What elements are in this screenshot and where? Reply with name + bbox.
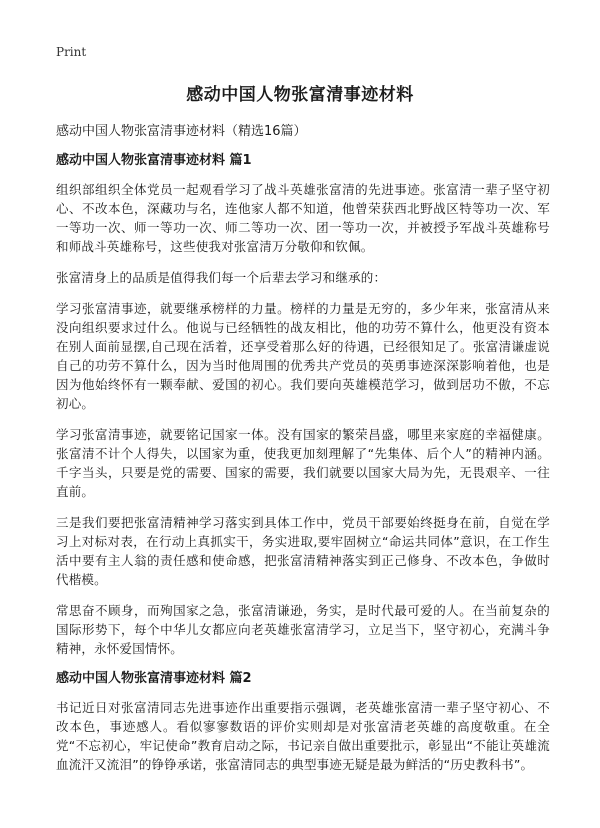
document-subtitle: 感动中国人物张富清事迹材料（精选16篇） bbox=[56, 124, 307, 139]
paragraph: 常思奋不顾身，而殉国家之急，张富清谦逊，务实，是时代最可爱的人。在当前复杂的国际形势下，每个中华儿女都应向老英雄张富清学习，立足当下，坚守初心，充满斗争精神，永怀爱国情怀。 bbox=[56, 603, 550, 656]
paragraph: 三是我们要把张富清精神学习落实到具体工作中，党员干部要始终挺身在前，自觉在学习上对标对表，在行动上真抓实干，务实进取,要牢固树立“命运共同体”意识，在工作生活中要有主人翁的责任感和使命感，把张富清精神落实到正己修身、不改本色，争做时代楷模。 bbox=[56, 515, 550, 587]
paragraph: 学习张富清事迹，就要铭记国家一体。没有国家的繁荣昌盛，哪里来家庭的幸福健康。张富清不计个人得失，以国家为重，使我更加刻理解了“先集体、后个人”的精神内涵。千字当头，只要是党的需要、国家的需要，我们就要以国家大局为先，无畏艰辛、一往直前。 bbox=[56, 427, 550, 499]
paragraph: 张富清身上的品质是值得我们每一个后辈去学习和继承的： bbox=[56, 270, 387, 285]
page-title: 感动中国人物张富清事迹材料 bbox=[186, 85, 414, 105]
document-body bbox=[56, 152, 550, 786]
section-2 bbox=[56, 670, 550, 774]
print-link[interactable]: Print bbox=[56, 45, 87, 59]
paragraph: 组织部组织全体党员一起观看学习了战斗英雄张富清的先进事迹。张富清一辈子坚守初心、不改本色，深藏功与名，连他家人都不知道，他曾荣获西北野战区特等功一次、军一等功一次、师一等功一次、师二等功一次、团一等功一次，并被授予军战斗英雄称号和师战斗英雄称号，这些使我对张富清万分敬仰和钦佩。 bbox=[56, 182, 550, 254]
section-heading: 感动中国人物张富清事迹材料 篇2 bbox=[56, 671, 252, 686]
section-1 bbox=[56, 152, 550, 658]
section-heading: 感动中国人物张富清事迹材料 篇1 bbox=[56, 153, 252, 168]
paragraph: 书记近日对张富清同志先进事迹作出重要指示强调，老英雄张富清一辈子坚守初心、不改本色，事迹感人。看似寥寥数语的评价实则却是对张富清老英雄的高度敬重。在全党“不忘初心，牢记使命”教育启动之际，书记亲自做出重要批示，彰显出“不能让英雄流血流汗又流泪”的铮铮承诺，张富清同志的典型事迹无疑是最为鲜活的“历史教科书”。 bbox=[56, 700, 550, 772]
paragraph: 学习张富清事迹，就要继承榜样的力量。榜样的力量是无穷的，多少年来，张富清从来没向组织要求过什么。他说与已经牺牲的战友相比，他的功劳不算什么，他更没有资本在别人面前显摆,自己现在活着，还享受着那么好的待遇，已经很知足了。张富清谦虚说自己的功劳不算什么，因为当时他周围的优秀共产党员的英勇事迹深深影响着他，也是因为他始终怀有一颗奉献、爱国的初心。我们要向英雄模范学习，做到居功不傲，不忘初心。 bbox=[56, 301, 550, 411]
